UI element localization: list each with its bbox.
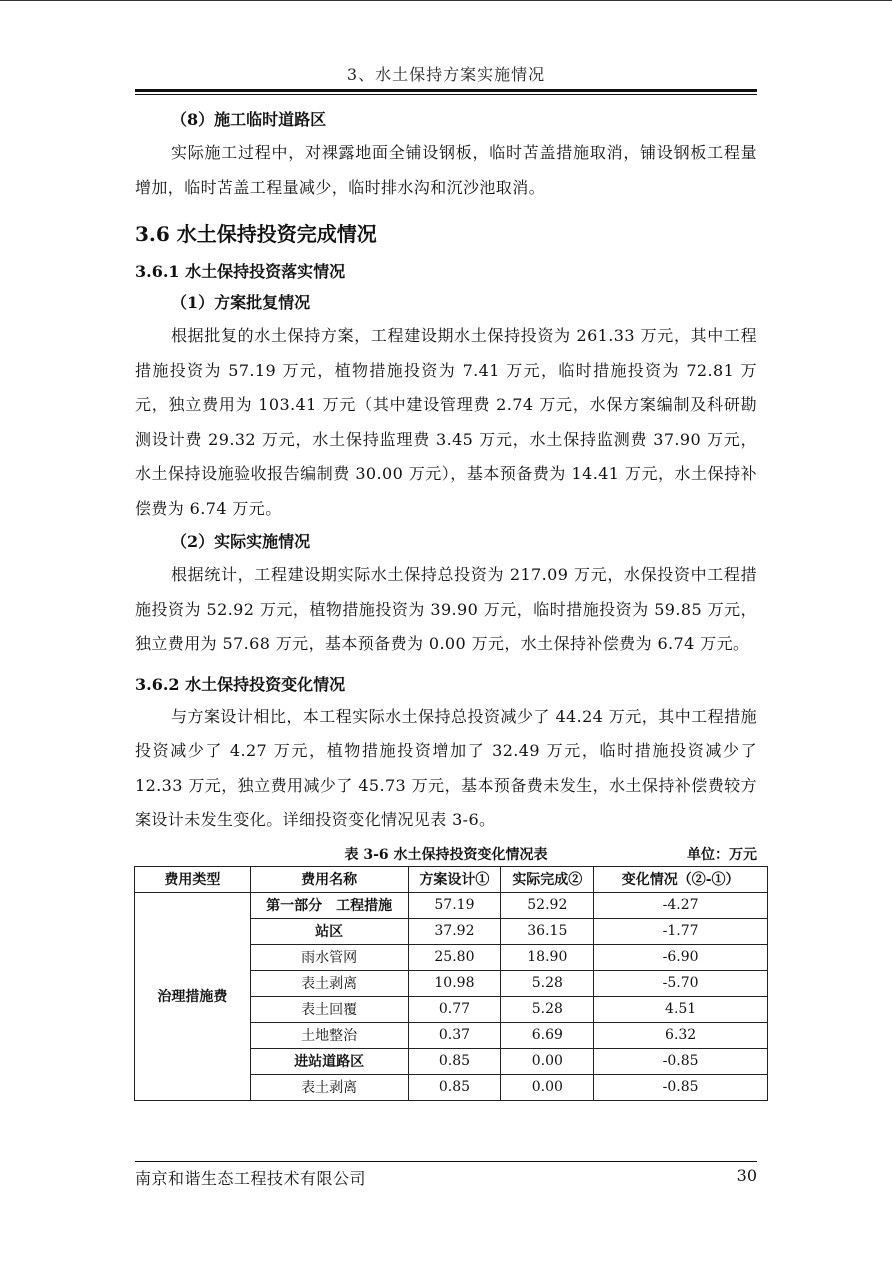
section-3-6-2-heading: 3.6.2 水土保持投资变化情况 (135, 674, 346, 694)
plan-cell: 10.98 (408, 970, 501, 996)
header-rule-thin (135, 94, 757, 95)
plan-cell: 0.77 (408, 996, 501, 1022)
header-rule-thick (135, 89, 757, 92)
change-cell: -1.77 (594, 918, 768, 944)
row-name-cell: 表土剥离 (250, 1074, 408, 1100)
actual-cell: 6.69 (501, 1022, 594, 1048)
plan-cell: 25.80 (408, 944, 501, 970)
header-cell: 费用类型 (135, 866, 251, 892)
table-unit: 单位：万元 (687, 846, 757, 863)
footer-rule (135, 1161, 757, 1162)
section-8-paragraph: 实际施工过程中，对裸露地面全铺设钢板，临时苫盖措施取消，铺设钢板工程量增加，临时苫盖工程量减少，临时排水沟和沉沙池取消。 (135, 143, 757, 197)
plan-cell: 0.37 (408, 1022, 501, 1048)
page-content (135, 104, 757, 1101)
page-number: 30 (736, 1166, 757, 1185)
actual-cell: 5.28 (501, 996, 594, 1022)
item1-paragraph: 根据批复的水土保持方案，工程建设期水土保持投资为 261.33 万元，其中工程措施投资为 57.19 万元，植物措施投资为 7.41 万元，临时措施投资为 72.81 万元，独立费用为 103.41 万元（其中建设管理费 2.74 万元，水保方案编制及科研勘测设计费 29.32 万元，水土保持监理费 3.45 万元，水土保持监测费 37.90 万元，水土保持设施验收报告编制费 30.00 万元），基本预备费为 14.41 万元，水土保持补偿费为 6.74 万元。 (135, 326, 757, 518)
change-cell: -5.70 (594, 970, 768, 996)
row-name-cell: 表土回覆 (250, 996, 408, 1022)
row-name-cell: 进站道路区 (250, 1048, 408, 1074)
change-cell: -0.85 (594, 1048, 768, 1074)
plan-cell: 57.19 (408, 892, 501, 918)
top-border-line (0, 0, 892, 1)
table-header-row (135, 866, 768, 892)
row-name-cell: 土地整治 (250, 1022, 408, 1048)
table-row (135, 892, 768, 918)
table-caption: 表 3-6 水土保持投资变化情况表 (344, 846, 548, 863)
row-name-cell: 第一部分 工程措施 (250, 892, 408, 918)
plan-cell: 37.92 (408, 918, 501, 944)
investment-change-table (134, 866, 768, 1101)
actual-cell: 18.90 (501, 944, 594, 970)
actual-cell: 52.92 (501, 892, 594, 918)
actual-cell: 36.15 (501, 918, 594, 944)
actual-cell: 0.00 (501, 1074, 594, 1100)
header-cell: 变化情况（②-①） (594, 866, 768, 892)
row-name-cell: 雨水管网 (250, 944, 408, 970)
header-cell: 费用名称 (250, 866, 408, 892)
change-cell: 4.51 (594, 996, 768, 1022)
actual-cell: 5.28 (501, 970, 594, 996)
item2-heading: （2）实际实施情况 (171, 532, 311, 551)
change-cell: -0.85 (594, 1074, 768, 1100)
section-3-6-1-heading: 3.6.1 水土保持投资落实情况 (135, 262, 346, 281)
section-3-6-heading: 3.6 水土保持投资完成情况 (135, 222, 377, 246)
actual-cell: 0.00 (501, 1048, 594, 1074)
row-name-cell: 表土剥离 (250, 970, 408, 996)
plan-cell: 0.85 (408, 1048, 501, 1074)
change-cell: -4.27 (594, 892, 768, 918)
page-header: 3、水土保持方案实施情况 (346, 65, 546, 84)
header-cell: 方案设计① (408, 866, 501, 892)
item1-heading: （1）方案批复情况 (171, 293, 311, 312)
section-8-heading: （8）施工临时道路区 (171, 110, 327, 129)
header-cell: 实际完成② (501, 866, 594, 892)
item2-paragraph: 根据统计，工程建设期实际水土保持总投资为 217.09 万元，水保投资中工程措施投资为 52.92 万元，植物措施投资为 39.90 万元，临时措施投资为 59.85 万元，独立费用为 57.68 万元，基本预备费为 0.00 万元，水土保持补偿费为 6.74 万元。 (135, 565, 757, 653)
plan-cell: 0.85 (408, 1074, 501, 1100)
change-cell: -6.90 (594, 944, 768, 970)
footer-company: 南京和谐生态工程技术有限公司 (135, 1169, 367, 1188)
row-name-cell: 站区 (250, 918, 408, 944)
table-caption-row (135, 840, 757, 866)
section-3-6-2-paragraph: 与方案设计相比，本工程实际水土保持总投资减少了 44.24 万元，其中工程措施投资减少了 4.27 万元，植物措施投资增加了 32.49 万元，临时措施投资减少了 12.33 万元，独立费用减少了 45.73 万元，基本预备费未发生，水土保持补偿费较方案设计未发生变化。详细投资变化情况见表 3-6。 (135, 706, 757, 829)
change-cell: 6.32 (594, 1022, 768, 1048)
category-cell: 治理措施费 (135, 892, 251, 1100)
